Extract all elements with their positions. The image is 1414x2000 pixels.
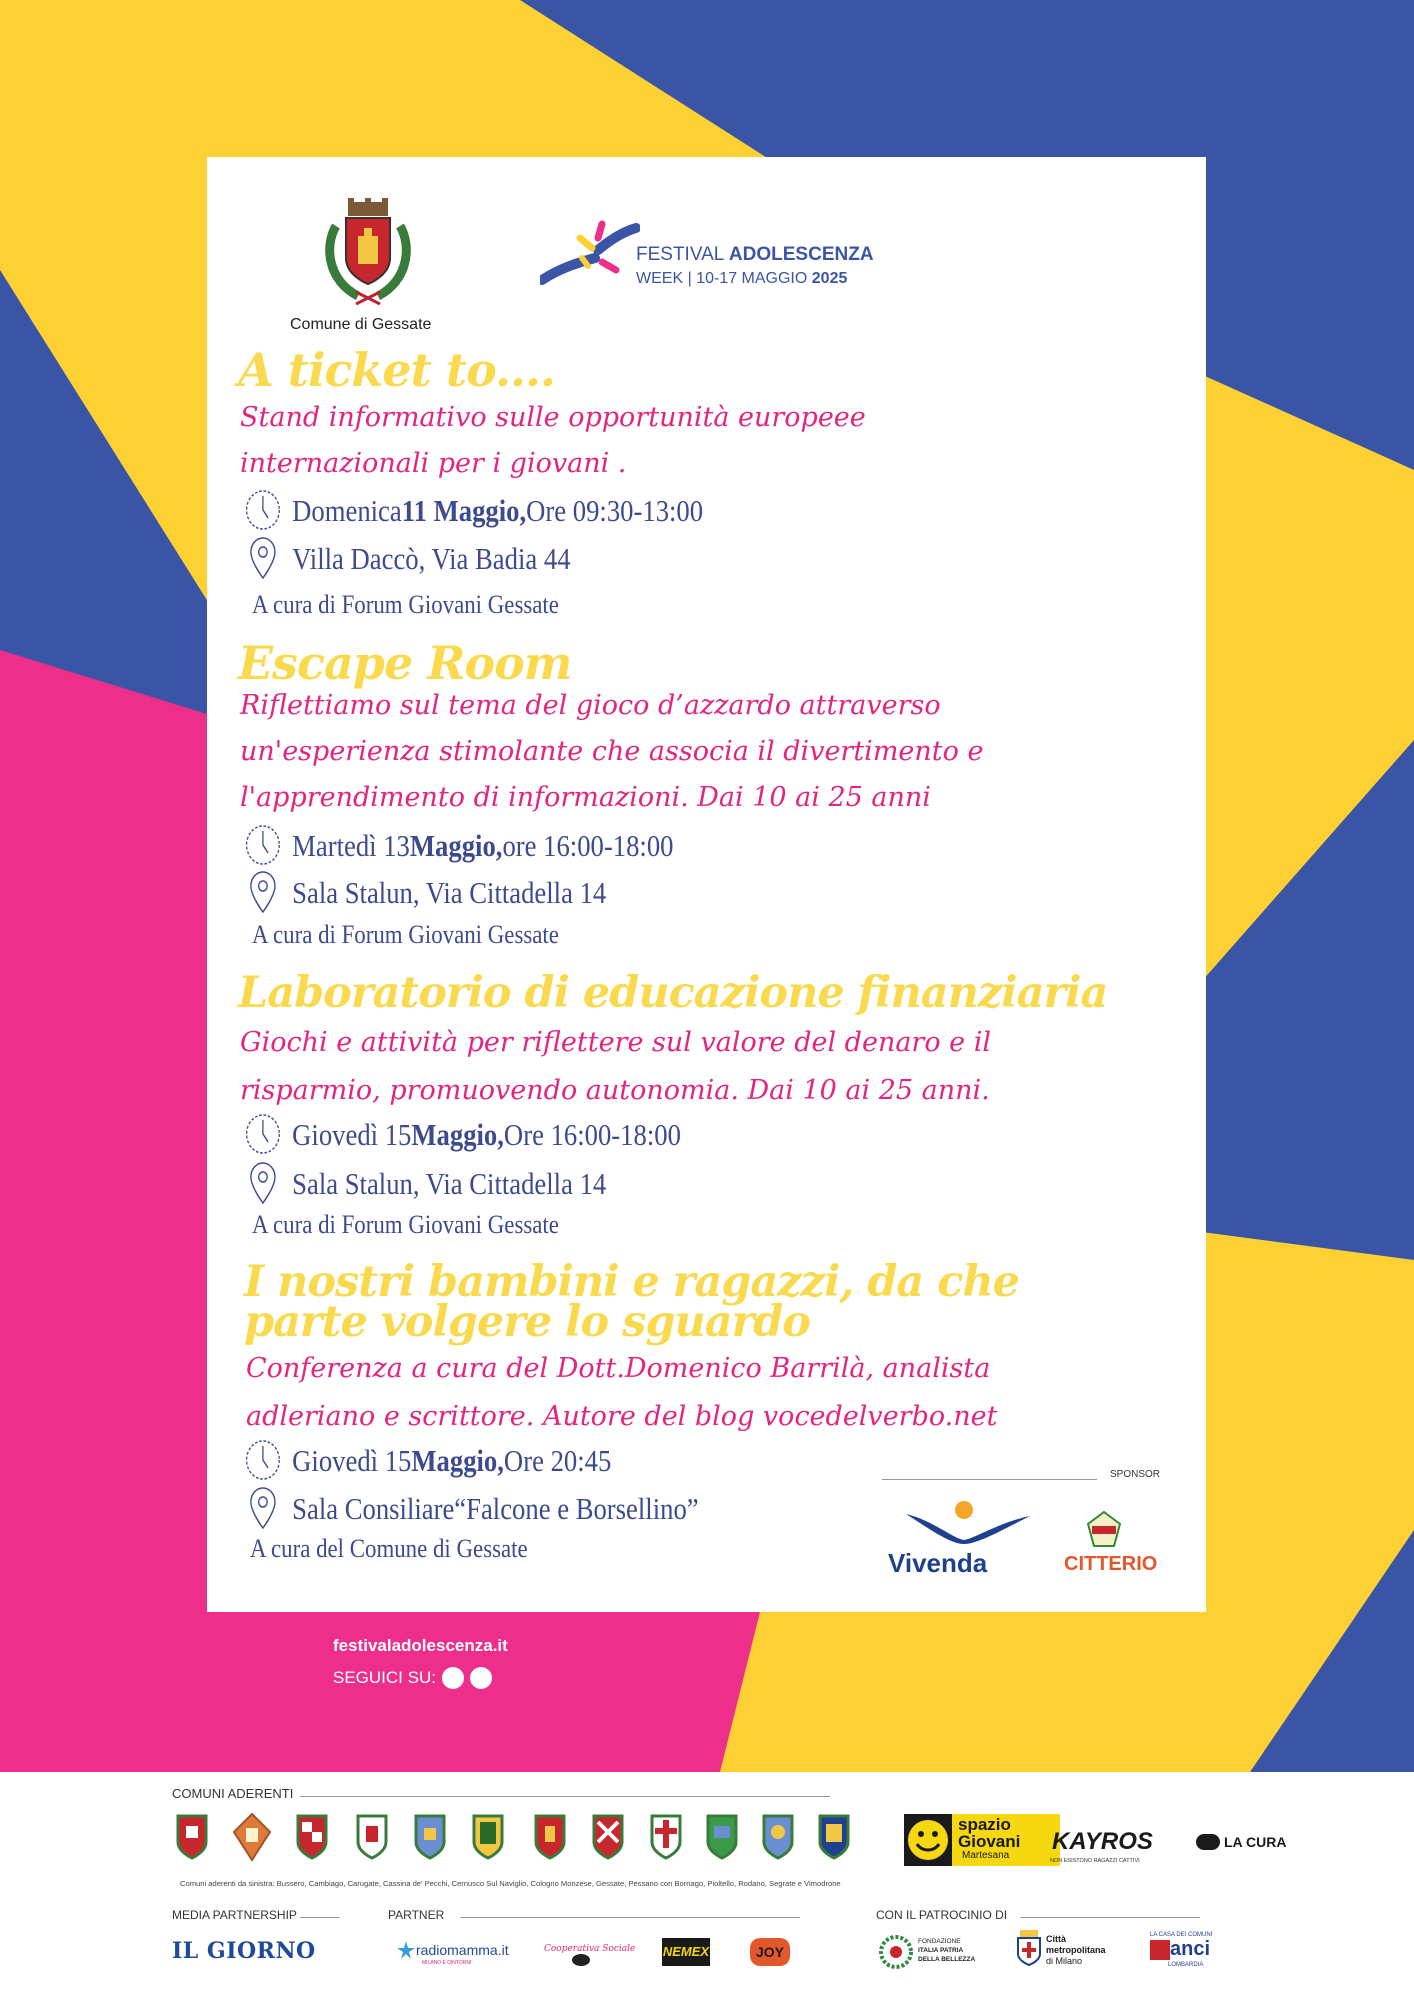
media-divider: [300, 1917, 340, 1918]
partner-script-logo: Cooperativa Sociale: [544, 1944, 636, 1954]
partner-label: PARTNER: [388, 1908, 445, 1922]
event-2-datetime: Martedì 13 Maggio, ore 16:00-18:00: [244, 823, 673, 867]
giovani-word: Giovani: [958, 1832, 1021, 1851]
event-4-desc-line-2: adleriano e scrittore. Autore del blog vocedelverbo.net: [246, 1401, 998, 1432]
event-3-datetime: Giovedì 15 Maggio, Ore 16:00-18:00: [244, 1112, 681, 1156]
kayros-logo: KAYROS: [1052, 1828, 1153, 1855]
gessate-coat-of-arms-icon: [318, 196, 418, 308]
clock-icon: [244, 1438, 282, 1482]
radiomamma-star-icon: [396, 1940, 416, 1960]
website-link[interactable]: festivaladolescenza.it: [333, 1636, 508, 1655]
citterio-emblem-icon: [1084, 1510, 1124, 1550]
coat-of-arms-carugate-icon: [292, 1812, 332, 1862]
citta-metropolitana-crest-icon: [1016, 1930, 1042, 1966]
coat-of-arms-cernusco-icon: [410, 1812, 450, 1862]
event-1-organizer: A cura di Forum Giovani Gessate: [252, 590, 559, 619]
martesana-word: Martesana: [962, 1850, 1010, 1861]
location-pin-icon: [244, 1486, 282, 1530]
joy-logo-box: [750, 1938, 790, 1966]
event-2-title: Escape Room: [238, 636, 572, 690]
event-2-organizer: A cura di Forum Giovani Gessate: [252, 920, 559, 949]
partner-divider: [460, 1917, 800, 1918]
coat-of-arms-gessate-icon: [530, 1812, 570, 1862]
event-3-desc-line-2: risparmio, promuovendo autonomia. Dai 10 ai 25 anni.: [240, 1075, 990, 1106]
event-3-title: Laboratorio di educazione finanziaria: [238, 968, 1108, 1018]
coat-of-arms-bussero-icon: [172, 1812, 212, 1862]
fondazione-wreath-icon: [878, 1934, 914, 1970]
follow-label: SEGUICI SU:: [333, 1668, 436, 1687]
nemex-logo-box: [662, 1938, 710, 1966]
festival-dates: WEEK | 10-17 MAGGIO 2025: [636, 270, 848, 287]
event-4-desc-line-1: Conferenza a cura del Dott.Domenico Barrilà, analista: [246, 1353, 991, 1384]
event-2-place: Sala Stalun, Via Cittadella 14: [244, 870, 606, 914]
comuni-divider: [300, 1796, 830, 1797]
event-4-organizer: A cura del Comune di Gessate: [250, 1534, 528, 1563]
joy-logo: JOY: [755, 1944, 784, 1960]
radiomamma-sub: MILANO E DINTORNI: [422, 1960, 472, 1966]
citta-line-2: metropolitana: [1046, 1945, 1106, 1955]
fondazione-line-2: ITALIA PATRIA: [918, 1947, 964, 1954]
coat-of-arms-vimodrone-icon: [814, 1812, 854, 1862]
coat-of-arms-cassina-icon: [352, 1812, 392, 1862]
citta-metropolitana-logo: [1046, 1934, 1106, 1967]
facebook-icon[interactable]: [470, 1667, 492, 1689]
coat-of-arms-pioltello-icon: [646, 1812, 686, 1862]
clock-icon: [244, 488, 282, 532]
fondazione-line-3: DELLA BELLEZZA: [918, 1956, 976, 1963]
anci-square-icon: [1150, 1940, 1170, 1960]
event-2-desc-line-3: l'apprendimento di informazioni. Dai 10 ai 25 anni: [240, 782, 931, 813]
citta-line-3: di Milano: [1046, 1956, 1083, 1966]
spazio-giovani-logo: [952, 1814, 1060, 1866]
il-giorno-logo: IL GIORNO: [172, 1938, 316, 1964]
event-3-place: Sala Stalun, Via Cittadella 14: [244, 1161, 606, 1205]
coat-of-arms-cologno-icon: [468, 1812, 508, 1862]
event-4-datetime: Giovedì 15 Maggio, Ore 20:45: [244, 1438, 611, 1482]
spazio-giovani-smile-icon: [904, 1814, 952, 1866]
anci-logo: anci: [1170, 1938, 1211, 1960]
fondazione-logo: [918, 1937, 975, 1964]
event-3-desc-line-1: Giochi e attività per riflettere sul valore del denaro e il: [240, 1027, 992, 1058]
spazio-word: spazio: [958, 1815, 1011, 1834]
patrocinio-divider: [1020, 1917, 1200, 1918]
partner-script-mark-icon: [572, 1954, 590, 1966]
municipality-name: Comune di Gessate: [290, 316, 432, 333]
event-3-organizer: A cura di Forum Giovani Gessate: [252, 1210, 559, 1239]
location-pin-icon: [244, 536, 282, 580]
event-2-desc-line-1: Riflettiamo sul tema del gioco d’azzardo attraverso: [240, 690, 941, 721]
event-1-title: A ticket to....: [238, 343, 556, 397]
event-1-datetime: Domenica 11 Maggio, Ore 09:30-13:00: [244, 488, 703, 532]
event-4-title: I nostri bambini e ragazzi, da che parte volgere lo sguardo: [244, 1257, 1020, 1347]
event-1-place: Villa Daccò, Via Badia 44: [244, 536, 571, 580]
coat-of-arms-segrate-icon: [758, 1812, 798, 1862]
sponsor-label: SPONSOR: [1110, 1469, 1161, 1480]
nemex-logo: NEMEX: [662, 1944, 710, 1959]
event-2-desc-line-2: un'esperienza stimolante che associa il divertimento e: [240, 736, 984, 767]
instagram-icon[interactable]: [442, 1667, 464, 1689]
comuni-list: Comuni aderenti da sinistra: Bussero, Cambiago, Carugate, Cassina de' Pecchi, Cernusco Sul Naviglio, Cologno Monzese, Gessate, Pessano con Bornago, Pioltello, Rodano, Segrate e Vimodrone: [180, 1879, 841, 1888]
clock-icon: [244, 1112, 282, 1156]
event-4-place: Sala Consiliare“Falcone e Borsellino”: [244, 1486, 699, 1530]
anci-sub: LOMBARDIA: [1168, 1962, 1204, 1968]
festival-title: FESTIVAL ADOLESCENZA: [636, 244, 874, 265]
media-partnership-label: MEDIA PARTNERSHIP: [172, 1908, 297, 1922]
sponsor-divider: [882, 1479, 1097, 1480]
event-1-desc-line-1: Stand informativo sulle opportunità europeee: [240, 402, 866, 433]
radiomamma-logo: radiomamma.it: [416, 1942, 509, 1958]
festival-logo-icon: [540, 218, 640, 288]
kayros-tagline: NON ESISTONO RAGAZZI CATTIVI: [1050, 1858, 1140, 1864]
la-cura-icon: [1196, 1834, 1220, 1850]
la-cura-logo: LA CURA: [1224, 1834, 1287, 1850]
patrocinio-label: CON IL PATROCINIO DI: [876, 1908, 1008, 1922]
location-pin-icon: [244, 1161, 282, 1205]
coat-of-arms-rodano-icon: [702, 1812, 742, 1862]
vivenda-brand: Vivenda: [888, 1548, 988, 1578]
citta-line-1: Città: [1046, 1934, 1066, 1944]
citterio-brand: CITTERIO: [1064, 1553, 1158, 1575]
vivenda-logo-icon: [902, 1500, 1032, 1546]
coat-of-arms-cambiago-icon: [232, 1812, 272, 1862]
social-follow: [333, 1667, 492, 1689]
anci-top: LA CASA DEI COMUNI: [1150, 1932, 1213, 1938]
comuni-label: COMUNI ADERENTI: [172, 1786, 294, 1801]
coat-of-arms-pessano-icon: [588, 1812, 628, 1862]
location-pin-icon: [244, 870, 282, 914]
clock-icon: [244, 823, 282, 867]
fondazione-line-1: FONDAZIONE: [918, 1938, 961, 1945]
event-1-desc-line-2: internazionali per i giovani .: [240, 448, 627, 479]
